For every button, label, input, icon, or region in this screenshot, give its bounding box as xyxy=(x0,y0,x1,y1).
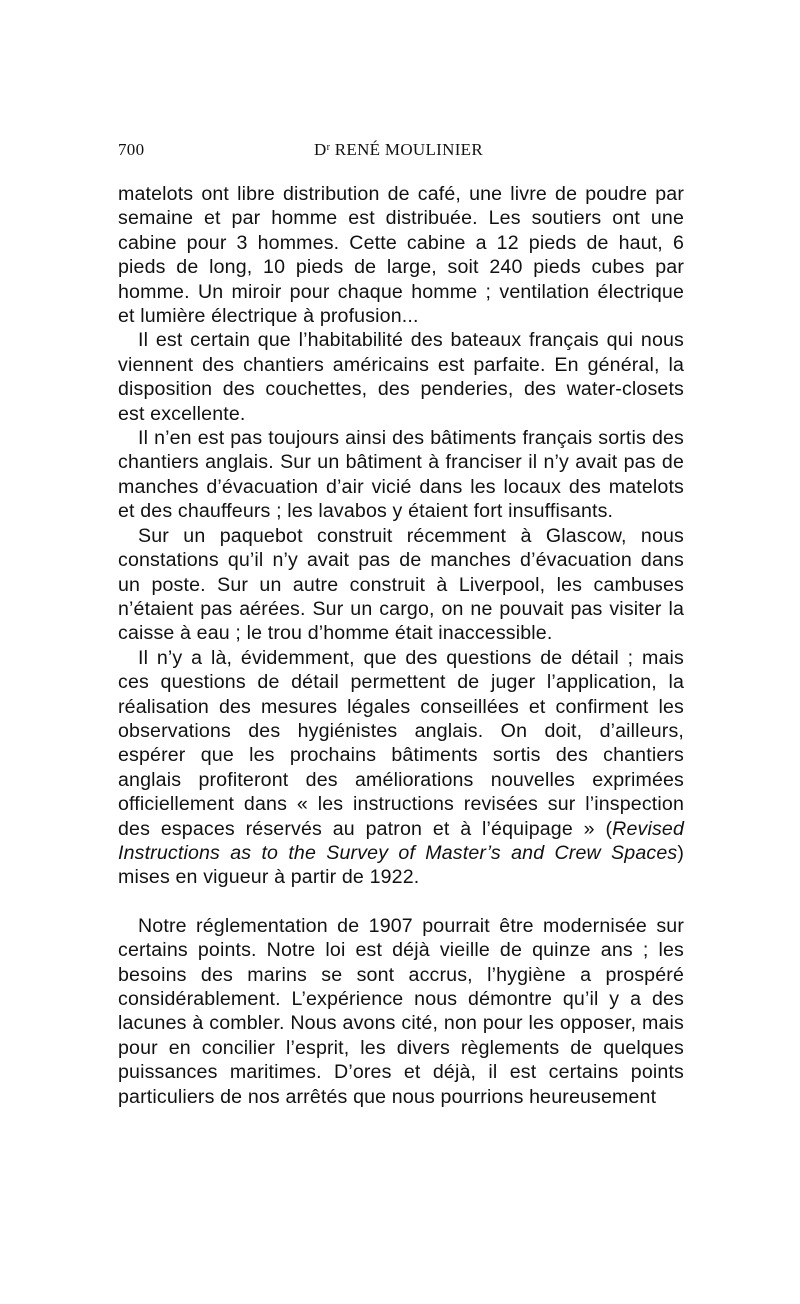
paragraph-4: Sur un paquebot construit récemment à Glascow, nous constations qu’il n’y avait pas de manches d’évacuation dans un poste. Sur un autre construit à Liverpool, les cambuses n’étaient pas aérées. Sur un cargo, on ne pouvait pas visiter la caisse à eau ; le trou d’homme était inaccessible. xyxy=(118,524,684,645)
paragraph-2: Il est certain que l’habitabilité des bateaux français qui nous viennent des chantiers américains est parfaite. En général, la disposition des couchettes, des penderies, des water-closets est excellente. xyxy=(118,329,684,425)
running-head xyxy=(118,136,684,162)
paragraph-5-italic-title: Revised Instructions as to the Survey of Master’s and Crew Spaces xyxy=(118,817,684,864)
author-prefix-letter: D xyxy=(314,140,327,159)
paragraph-5-text-a: Il n’y a là, évidemment, que des questions de détail ; mais ces questions de détail permettent de juger l’application, la réalisation des mesures légales conseillées et confirment les observations des hygiénistes anglais. On doit, d’ailleurs, espérer que les prochains bâtiments sortis des chantiers anglais profiteront des améliorations nouvelles exprimées officiellement dans « les instructions revisées sur l’inspection des espaces réservés au patron et à l’équipage » ( xyxy=(118,646,684,840)
paragraph-6: Notre réglementation de 1907 pourrait être modernisée sur certains points. Notre loi est déjà vieille de quinze ans ; les besoins des marins se sont accrus, l’hygiène a prospéré considérablement. L’expérience nous démontre qu’il y a des lacunes à combler. Nous avons cité, non pour les opposer, mais pour en concilier l’esprit, les divers règlements de quelques puissances maritimes. D’ores et déjà, il est certains points particuliers de nos arrêtés que nous pourrions heureusement xyxy=(118,914,684,1108)
running-title xyxy=(314,140,483,160)
paragraph-5 xyxy=(118,646,684,890)
author-name: RENÉ MOULINIER xyxy=(334,140,483,159)
book-page xyxy=(118,136,684,1109)
paragraph-3: Il n’en est pas toujours ainsi des bâtiments français sortis des chantiers anglais. Sur un bâtiment à franciser il n’y avait pas de manches d’évacuation d’air vicié dans les locaux des matelots et des chauffeurs ; les lavabos y étaient fort insuffisants. xyxy=(118,427,684,523)
paragraph-5-text-b: ) mises en vigueur à partir de 1922. xyxy=(118,841,684,889)
paragraph-1: matelots ont libre distribution de café, une livre de poudre par semaine et par homme est distribuée. Les soutiers ont une cabine pour 3 hommes. Cette cabine a 12 pieds de haut, 6 pieds de long, 10 pieds de large, soit 240 pieds cubes par homme. Un miroir pour chaque homme ; ventilation électrique et lumière électrique à profusion... xyxy=(118,183,684,328)
author-prefix-sup: r xyxy=(326,142,331,153)
page-number: 700 xyxy=(118,140,145,159)
author-prefix xyxy=(314,140,330,159)
body-text xyxy=(118,182,684,1109)
